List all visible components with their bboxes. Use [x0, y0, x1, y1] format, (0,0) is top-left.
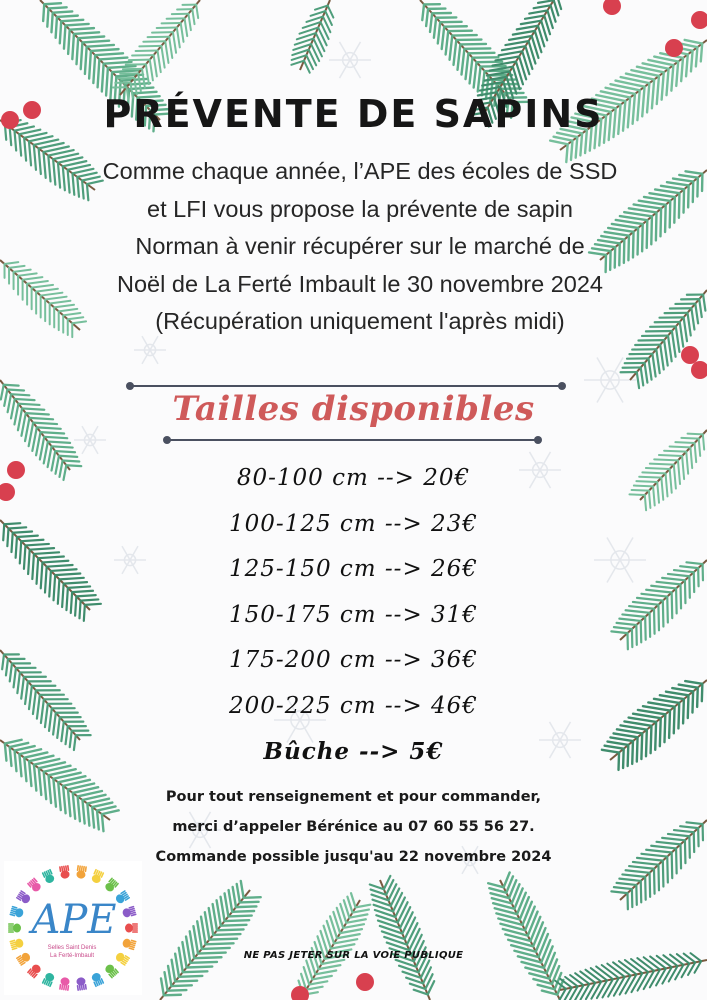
pine-branch-icon — [291, 0, 333, 73]
intro-line: et LFI vous propose la prévente de sapin — [147, 195, 573, 222]
price-item: 80-100 cm --> 20€ — [236, 465, 471, 491]
contact-line: merci d’appeler Bérénice au 07 60 55 56 27. — [172, 819, 535, 835]
footer-notice: NE PAS JETER SUR LA VOIE PUBLIQUE — [243, 950, 464, 961]
price-item: 200-225 cm --> 46€ — [229, 692, 478, 719]
berry-icon — [691, 11, 707, 29]
snowflake-icon — [329, 42, 371, 78]
bottom-divider-dot-left — [163, 436, 171, 444]
logo-subtitle-line: Selles Saint Denis — [47, 945, 97, 951]
price-item: 100-125 cm --> 23€ — [229, 510, 478, 537]
berry-icon — [356, 973, 374, 991]
intro-line: Norman à venir récupérer sur le marché de — [135, 233, 585, 259]
contact-line: Pour tout renseignement et pour commander, — [165, 789, 542, 805]
intro-paragraph — [70, 153, 650, 341]
pine-branch-icon — [370, 876, 434, 1000]
berry-icon — [691, 361, 707, 379]
price-item: 125-150 cm --> 26€ — [229, 556, 478, 582]
pine-branch-icon — [160, 881, 261, 1000]
contact-info — [0, 782, 707, 872]
logo-name: APE — [31, 897, 117, 943]
berry-icon — [681, 346, 699, 364]
price-list — [0, 456, 707, 775]
berry-icon — [603, 0, 621, 15]
ape-logo — [4, 861, 142, 995]
intro-line: (Récupération uniquement l'après midi) — [155, 308, 565, 334]
sizes-heading: Tailles disponibles — [172, 389, 535, 429]
price-item: 150-175 cm --> 31€ — [229, 601, 478, 628]
snowflake-icon — [74, 426, 106, 454]
logo-subtitle-line: La Ferté-Imbault — [49, 953, 95, 959]
berry-icon — [665, 39, 683, 57]
price-item: 175-200 cm --> 36€ — [229, 647, 478, 673]
handprint-icon — [125, 923, 138, 933]
intro-line: Comme chaque année, l’APE des écoles de SSD — [102, 158, 618, 184]
handprint-icon — [8, 923, 21, 933]
contact-line: Commande possible jusqu'au 22 novembre 2024 — [155, 849, 552, 865]
intro-line: Noël de La Ferté Imbault le 30 novembre 2024 — [117, 270, 603, 297]
price-item-buche: Bûche --> 5€ — [263, 738, 444, 765]
pine-branch-icon — [488, 873, 563, 1000]
page-title: PRÉVENTE DE SAPINS — [103, 92, 604, 136]
bottom-divider-dot-right — [534, 436, 542, 444]
